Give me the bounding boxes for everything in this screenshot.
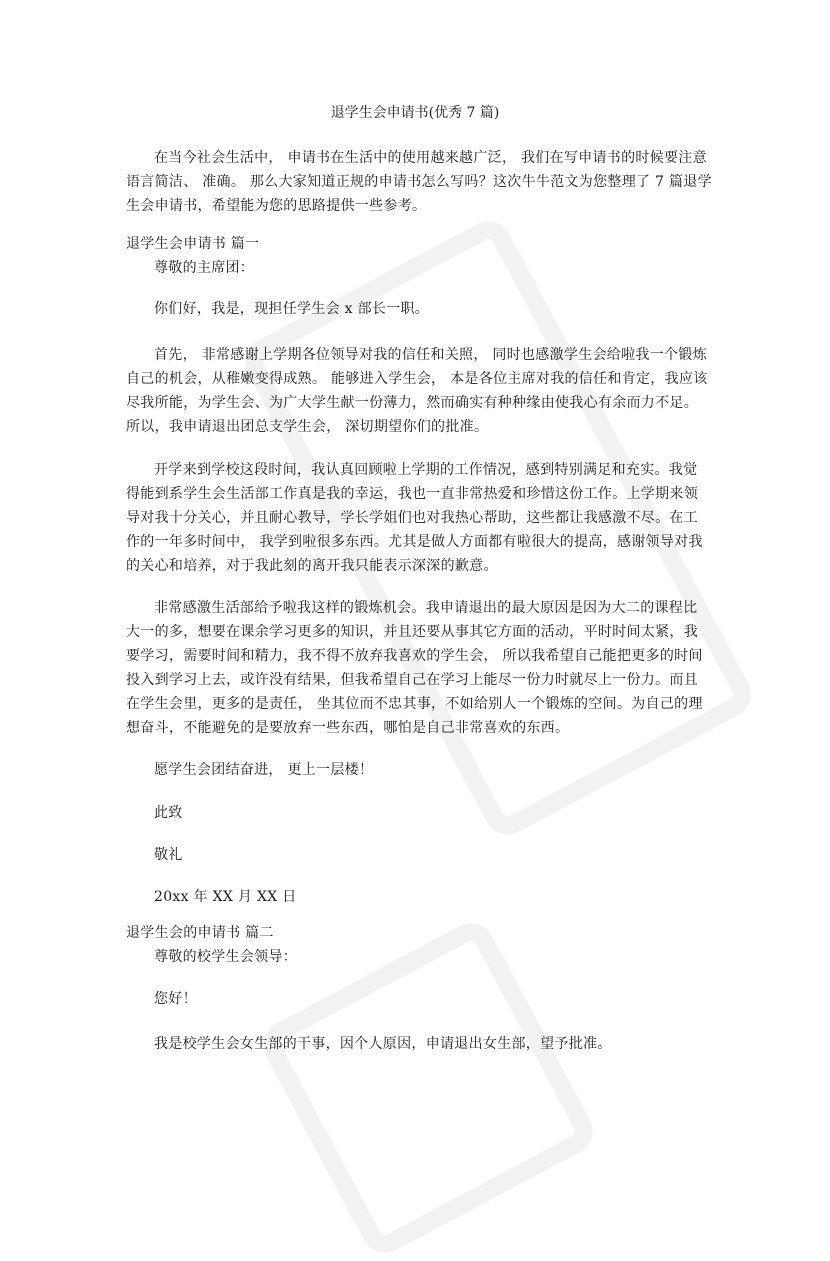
- section-heading: 退学生会的申请书 篇二: [126, 925, 274, 941]
- date-line: 20xx 年 XX 月 XX 日: [154, 889, 297, 905]
- intro-line: 语言简洁、 准确。 那么大家知道正规的申请书怎么写吗？这次牛牛范文为您整理了 7 篇退学: [126, 174, 712, 190]
- paragraph-line: 要学习，需要时间和精力，我不得不放弃我喜欢的学生会， 所以我希望自己能把更多的时间: [126, 648, 703, 664]
- paragraph-line: 大一的多，想要在课余学习更多的知识，并且还要从事其它方面的活动，平时时间太紧，我: [126, 624, 698, 640]
- paragraph-line: 我是校学生会女生部的干事，因个人原因，申请退出女生部，望予批准。: [154, 1036, 612, 1052]
- paragraph-line: 投入到学习上去，或许没有结果，但我希望自己在学习上能尽一份力时就尽上一份力。而且: [126, 672, 698, 688]
- salutation: 尊敬的主席团：: [154, 260, 255, 276]
- paragraph-line: 作的一年多时间中， 我学到啦很多东西。尤其是做人方面都有啦很大的提高，感谢领导对我: [126, 534, 703, 550]
- paragraph-line: 在学生会里，更多的是责任， 坐其位而不忠其事，不如给别人一个锻炼的空间。为自己的理: [126, 696, 703, 712]
- greeting: 你们好，我是，现担任学生会 x 部长一职。: [154, 301, 430, 317]
- closing-line: 此致: [154, 805, 183, 821]
- paragraph-line: 导对我十分关心，并且耐心教导，学长学姐们也对我热心帮助，这些都让我感激不尽。在工: [126, 510, 698, 526]
- paragraph-line: 得能到系学生会生活部工作真是我的幸运，我也一直非常热爱和珍惜这份工作。上学期来领: [126, 486, 698, 502]
- paragraph-line: 尽我所能，为学生会、为广大学生献一份薄力，然而确实有种种缘由使我心有余而力不足。: [126, 395, 698, 411]
- paragraph-line: 非常感激生活部给予啦我这样的锻炼机会。我申请退出的最大原因是因为大二的课程比: [154, 600, 698, 616]
- paragraph-line: 所以，我申请退出团总支学生会， 深切期望你们的批准。: [126, 419, 489, 435]
- paragraph-line: 开学来到学校这段时间，我认真回顾啦上学期的工作情况，感到特别满足和充实。我觉: [154, 462, 698, 478]
- intro-line: 在当今社会生活中， 申请书在生活中的使用越来越广泛， 我们在写申请书的时候要注意: [154, 150, 707, 166]
- watermark: [255, 915, 601, 1261]
- section-heading: 退学生会申请书 篇一: [126, 236, 260, 252]
- paragraph-line: 想奋斗，不能避免的是要放弃一些东西，哪怕是自己非常喜欢的东西。: [126, 720, 570, 736]
- closing-wish: 愿学生会团结奋进， 更上一层楼！: [154, 762, 374, 778]
- closing-line: 敬礼: [154, 847, 183, 863]
- greeting: 您好！: [154, 991, 197, 1007]
- salutation: 尊敬的校学生会领导：: [154, 949, 297, 965]
- intro-line: 生会申请书，希望能为您的思路提供一些参考。: [126, 198, 427, 214]
- page-title: 退学生会申请书(优秀 7 篇): [330, 105, 500, 121]
- paragraph-line: 的关心和培养，对于我此刻的离开我只能表示深深的歉意。: [126, 558, 498, 574]
- paragraph-line: 自己的机会，从稚嫩变得成熟。 能够进入学生会， 本是各位主席对我的信任和肯定，我应该: [126, 371, 708, 387]
- paragraph-line: 首先， 非常感谢上学期各位领导对我的信任和关照， 同时也感激学生会给啦我一个锻炼: [154, 347, 707, 363]
